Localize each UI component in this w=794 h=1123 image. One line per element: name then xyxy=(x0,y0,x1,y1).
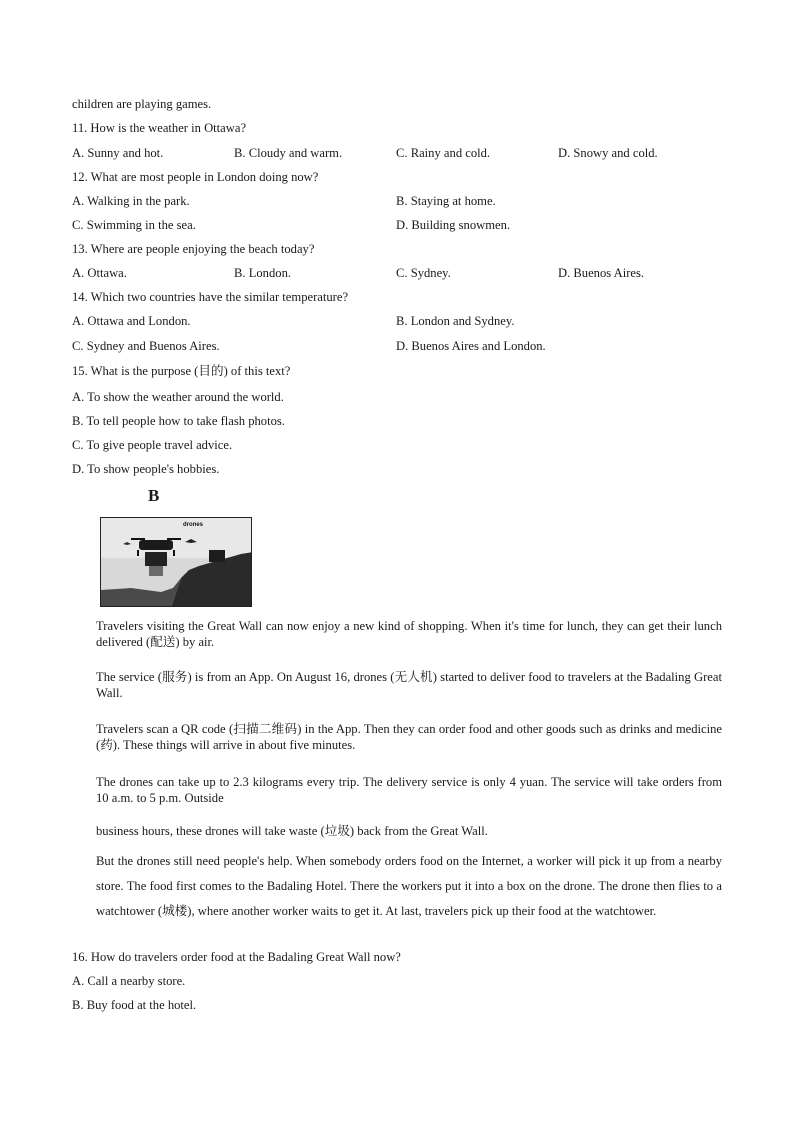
question-12-stem: 12. What are most people in London doing now? xyxy=(72,170,319,184)
question-11-stem: 11. How is the weather in Ottawa? xyxy=(72,121,247,135)
q11-option-c[interactable]: C. Rainy and cold. xyxy=(396,146,491,160)
passage-b-paragraph-4: The drones can take up to 2.3 kilograms every trip. The delivery service is only 4 yuan. The service will take orders from 10 a.m. to 5 p.m. Outside xyxy=(96,775,722,805)
drone-photo xyxy=(100,517,252,607)
q14-option-b[interactable]: B. London and Sydney. xyxy=(396,314,515,328)
question-13-stem: 13. Where are people enjoying the beach today? xyxy=(72,242,315,256)
q12-option-b[interactable]: B. Staying at home. xyxy=(396,194,496,208)
q11-option-d[interactable]: D. Snowy and cold. xyxy=(558,146,658,160)
q15-option-a[interactable]: A. To show the weather around the world. xyxy=(72,390,284,404)
q15-option-c[interactable]: C. To give people travel advice. xyxy=(72,438,233,452)
q14-option-c[interactable]: C. Sydney and Buenos Aires. xyxy=(72,339,220,353)
q14-option-d[interactable]: D. Buenos Aires and London. xyxy=(396,339,546,353)
photo-caption: drones xyxy=(183,522,204,528)
q12-option-d[interactable]: D. Building snowmen. xyxy=(396,218,511,232)
question-14-stem: 14. Which two countries have the similar temperature? xyxy=(72,290,349,304)
q13-option-d[interactable]: D. Buenos Aires. xyxy=(558,266,645,280)
q11-option-a[interactable]: A. Sunny and hot. xyxy=(72,146,164,160)
passage-b-paragraph-2: The service (服务) is from an App. On August 16, drones (无人机) started to deliver food to travelers at the Badaling Great Wall. xyxy=(96,670,722,700)
q13-option-a[interactable]: A. Ottawa. xyxy=(72,266,127,280)
q12-option-c[interactable]: C. Swimming in the sea. xyxy=(72,218,196,232)
q13-option-c[interactable]: C. Sydney. xyxy=(396,266,451,280)
q15-option-d[interactable]: D. To show people's hobbies. xyxy=(72,462,220,476)
q11-option-b[interactable]: B. Cloudy and warm. xyxy=(234,146,343,160)
question-15-stem: 15. What is the purpose (目的) of this text? xyxy=(72,364,291,378)
passage-b-paragraph-3: Travelers scan a QR code (扫描二维码) in the App. Then they can order food and other goods such as drinks and medicine (药). These things will arrive in about five minutes. xyxy=(96,722,722,752)
passage-b-paragraph-5: But the drones still need people's help. When somebody orders food on the Internet, a worker will pick it up from a nearby store. The food first comes to the Badaling Hotel. There the workers put it into a box on the drone. The drone then flies to a watchtower (城楼), where another worker waits to get it. At last, travelers pick up their food at the watchtower. xyxy=(96,854,722,918)
section-b-heading: B xyxy=(148,486,160,505)
q16-option-a[interactable]: A. Call a nearby store. xyxy=(72,974,186,988)
passage-carryover: children are playing games. xyxy=(72,97,212,111)
q14-option-a[interactable]: A. Ottawa and London. xyxy=(72,314,191,328)
q13-option-b[interactable]: B. London. xyxy=(234,266,292,280)
q16-option-b[interactable]: B. Buy food at the hotel. xyxy=(72,998,197,1012)
passage-b-paragraph-1: Travelers visiting the Great Wall can now enjoy a new kind of shopping. When it's time for lunch, they can get their lunch delivered (配送) by air. xyxy=(96,619,722,649)
passage-b-paragraph-4-cont: business hours, these drones will take waste (垃圾) back from the Great Wall. xyxy=(96,824,488,838)
question-16-stem: 16. How do travelers order food at the Badaling Great Wall now? xyxy=(72,950,401,964)
drone-illustration xyxy=(101,518,252,607)
q15-option-b[interactable]: B. To tell people how to take flash photos. xyxy=(72,414,285,428)
q12-option-a[interactable]: A. Walking in the park. xyxy=(72,194,190,208)
